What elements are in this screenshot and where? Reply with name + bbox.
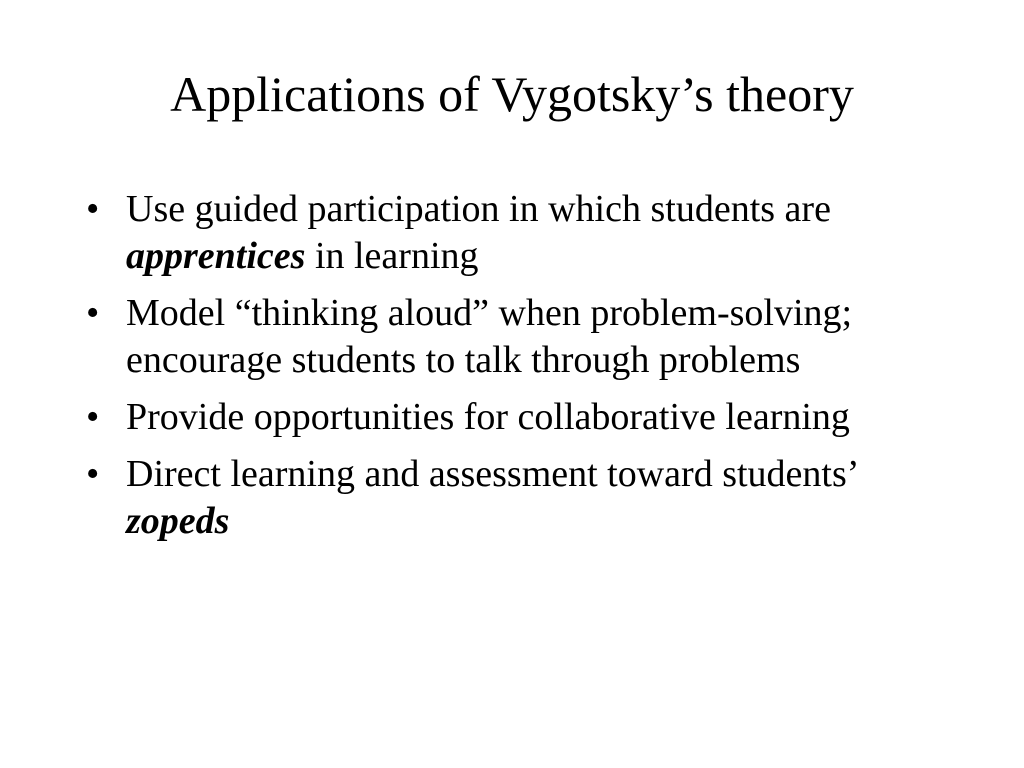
bullet-item [86,451,946,545]
bullet-list [86,186,946,555]
bullet-emphasis: apprentices [126,235,306,277]
slide-title: Applications of Vygotsky’s theory [170,66,854,122]
bullet-icon: • [86,188,100,230]
bullet-icon: • [86,396,100,438]
bullet-text: Provide opportunities for collaborative learning [126,396,850,438]
bullet-text-after: in learning [305,235,479,277]
bullet-item [86,186,946,280]
bullet-text: Model “thinking aloud” when problem-solving; encourage students to talk through problems [126,292,853,381]
bullet-emphasis: zopeds [126,500,230,542]
bullet-icon: • [86,453,100,495]
bullet-text: Use guided participation in which students are [126,188,831,230]
bullet-item [86,290,946,384]
bullet-item [86,394,946,441]
bullet-icon: • [86,292,100,334]
bullet-text: Direct learning and assessment toward students’ [126,453,857,495]
